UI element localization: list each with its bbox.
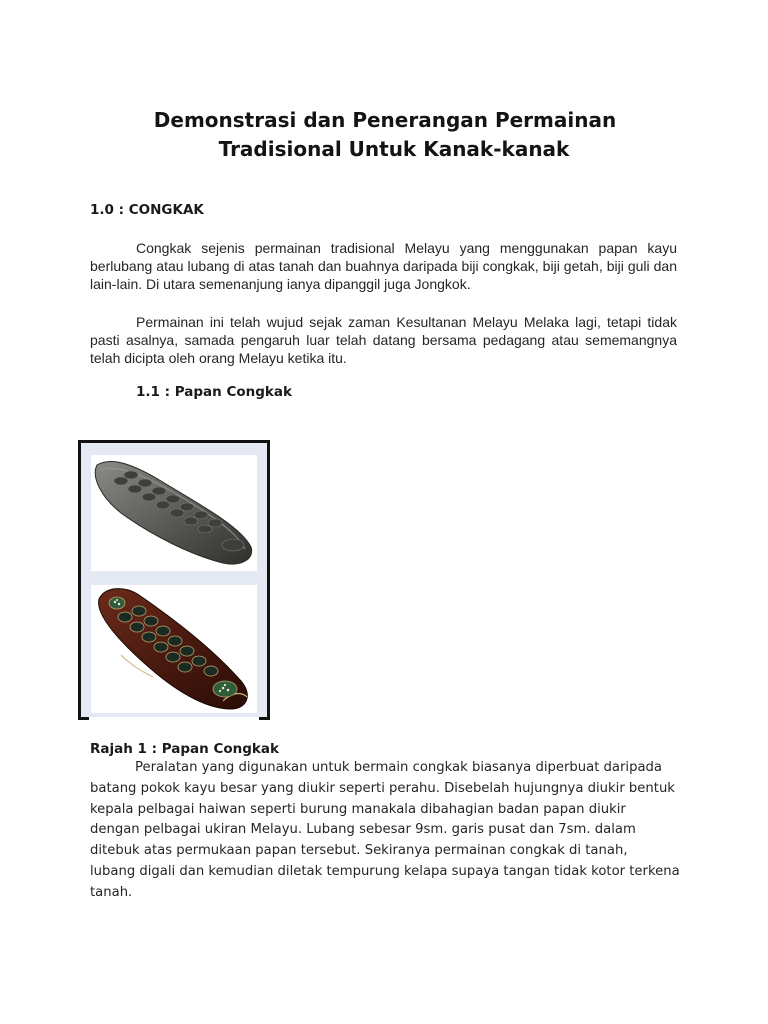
paragraph-3-line: dengan pelbagai ukiran Melayu. Lubang sebesar 9sm. garis pusat dan 7sm. dalam — [90, 822, 636, 838]
paragraph-2-text: Permainan ini telah wujud sejak zaman Kesultanan Melayu Melaka lagi, tetapi tidak pasti asalnya, samada pengaruh luar telah datang bersama pedagang atau sememangnya telah dicipta oleh orang Melayu ketika itu. — [90, 314, 677, 366]
title-line-1: Demonstrasi dan Penerangan Permainan — [153, 108, 617, 132]
subsection-heading: 1.1 : Papan Congkak — [136, 384, 292, 400]
congkak-board-plain-graphic — [91, 455, 257, 571]
congkak-board-carved-graphic — [91, 585, 257, 713]
paragraph-3-line: batang pokok kayu besar yang diukir seperti perahu. Disebelah hujungnya diukir bentuk — [90, 780, 675, 796]
figure-frame — [78, 440, 270, 720]
paragraph-3-line: tanah. — [90, 884, 133, 900]
paragraph-3-line: Peralatan yang digunakan untuk bermain congkak biasanya diperbuat daripada — [135, 760, 663, 775]
paragraph-1 — [90, 239, 677, 293]
page-title — [100, 106, 670, 164]
plain-wooden-congkak-board-image — [91, 455, 257, 571]
section-heading: 1.0 : CONGKAK — [90, 202, 204, 218]
paragraph-3-line: ditebuk atas permukaan papan tersebut. Sekiranya permainan congkak di tanah, — [90, 843, 628, 859]
paragraph-1-text: Congkak sejenis permainan tradisional Melayu yang menggunakan papan kayu berlubang atau lubang di atas tanah dan buahnya daripada biji congkak, biji getah, biji guli dan lain-lain. Di utara semenanjung ianya dipanggil juga Jongkok. — [90, 240, 677, 292]
carved-decorated-congkak-board-image — [91, 585, 257, 713]
paragraph-3-line: lubang digali dan kemudian diletak tempurung kelapa supaya tangan tidak kotor terkena — [90, 863, 680, 879]
paragraph-2 — [90, 313, 677, 367]
figure-caption: Rajah 1 : Papan Congkak — [90, 741, 279, 757]
paragraph-3 — [90, 758, 690, 904]
title-line-2: Tradisional Untuk Kanak-kanak — [218, 137, 570, 161]
paragraph-3-line: kepala pelbagai haiwan seperti burung manakala dibahagian badan papan diukir — [90, 801, 626, 817]
